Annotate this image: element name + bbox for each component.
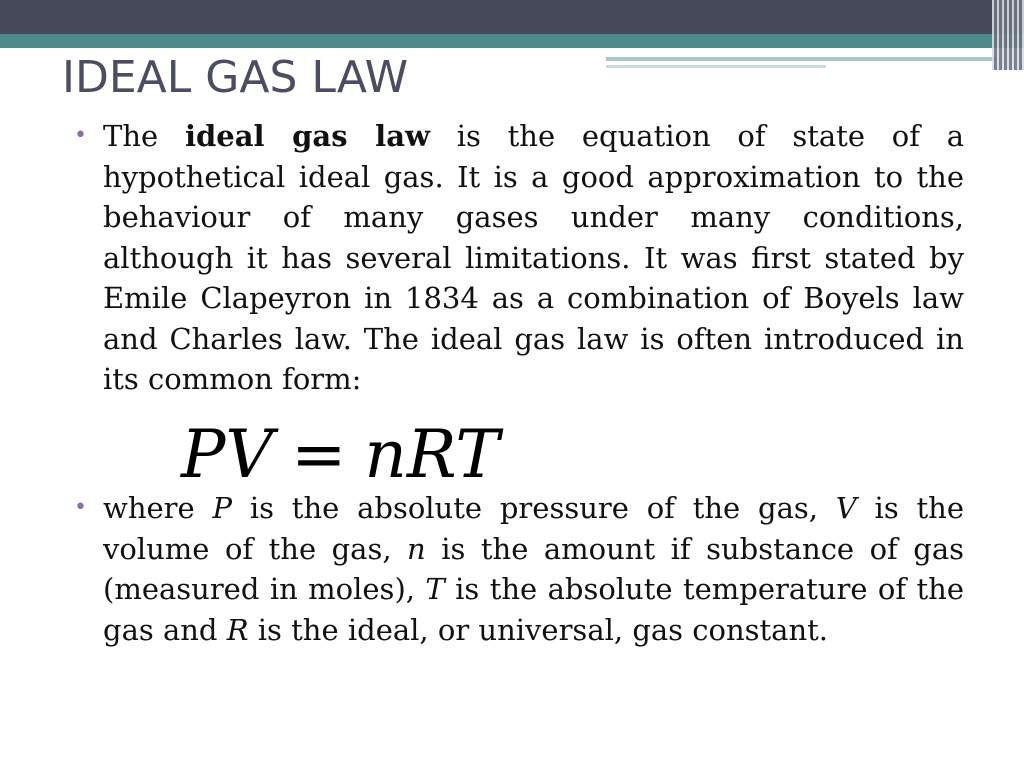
bullet-text: is the volume of the gas, — [103, 491, 964, 566]
bullet-marker: • — [74, 495, 87, 520]
bullet-bold-term: ideal gas law — [184, 119, 430, 153]
variable-r: R — [226, 612, 249, 647]
header-decoration-line — [606, 57, 996, 61]
bullet-marker: • — [74, 123, 87, 148]
bullet-text-lead: The — [103, 119, 185, 153]
formula-equals: = — [291, 416, 347, 493]
header-decoration-stripes — [992, 0, 1024, 70]
header-decoration-line-short — [606, 65, 826, 68]
formula-equation — [181, 416, 541, 494]
bullet-text: is the amount if substance of gas (measured in moles), — [103, 531, 964, 606]
bullet-list — [72, 116, 964, 400]
bullet-text-rest: is the equation of state of a hypothetical ideal gas. It is a good approximation to the behaviour of many gases under many conditions, although it has several limitations. It was first stated by Emile Clapeyron in 1834 as a combination of Boyels law and Charles law. The ideal gas law is often introduced in its common form: — [103, 119, 964, 396]
variable-p: P — [212, 491, 233, 525]
bullet-variables — [72, 488, 964, 650]
bullet-text: is the absolute pressure of the gas, — [232, 491, 836, 525]
bullet-text: is the absolute temperature of the gas and — [103, 572, 964, 647]
bullet-list-2 — [72, 488, 964, 650]
formula-rhs: nRT — [364, 416, 500, 493]
header-teal-band — [0, 34, 1024, 48]
variable-t: T — [425, 572, 445, 606]
bullet-text: where — [103, 491, 213, 525]
header-dark-band — [0, 0, 1024, 34]
formula-lhs: PV — [181, 416, 274, 493]
variable-n: n — [407, 531, 426, 566]
bullet-text: is the ideal, or universal, gas constant. — [248, 612, 829, 647]
slide-title: IDEAL GAS LAW — [62, 52, 409, 103]
variable-v: V — [835, 491, 857, 525]
bullet-definition — [72, 116, 964, 400]
